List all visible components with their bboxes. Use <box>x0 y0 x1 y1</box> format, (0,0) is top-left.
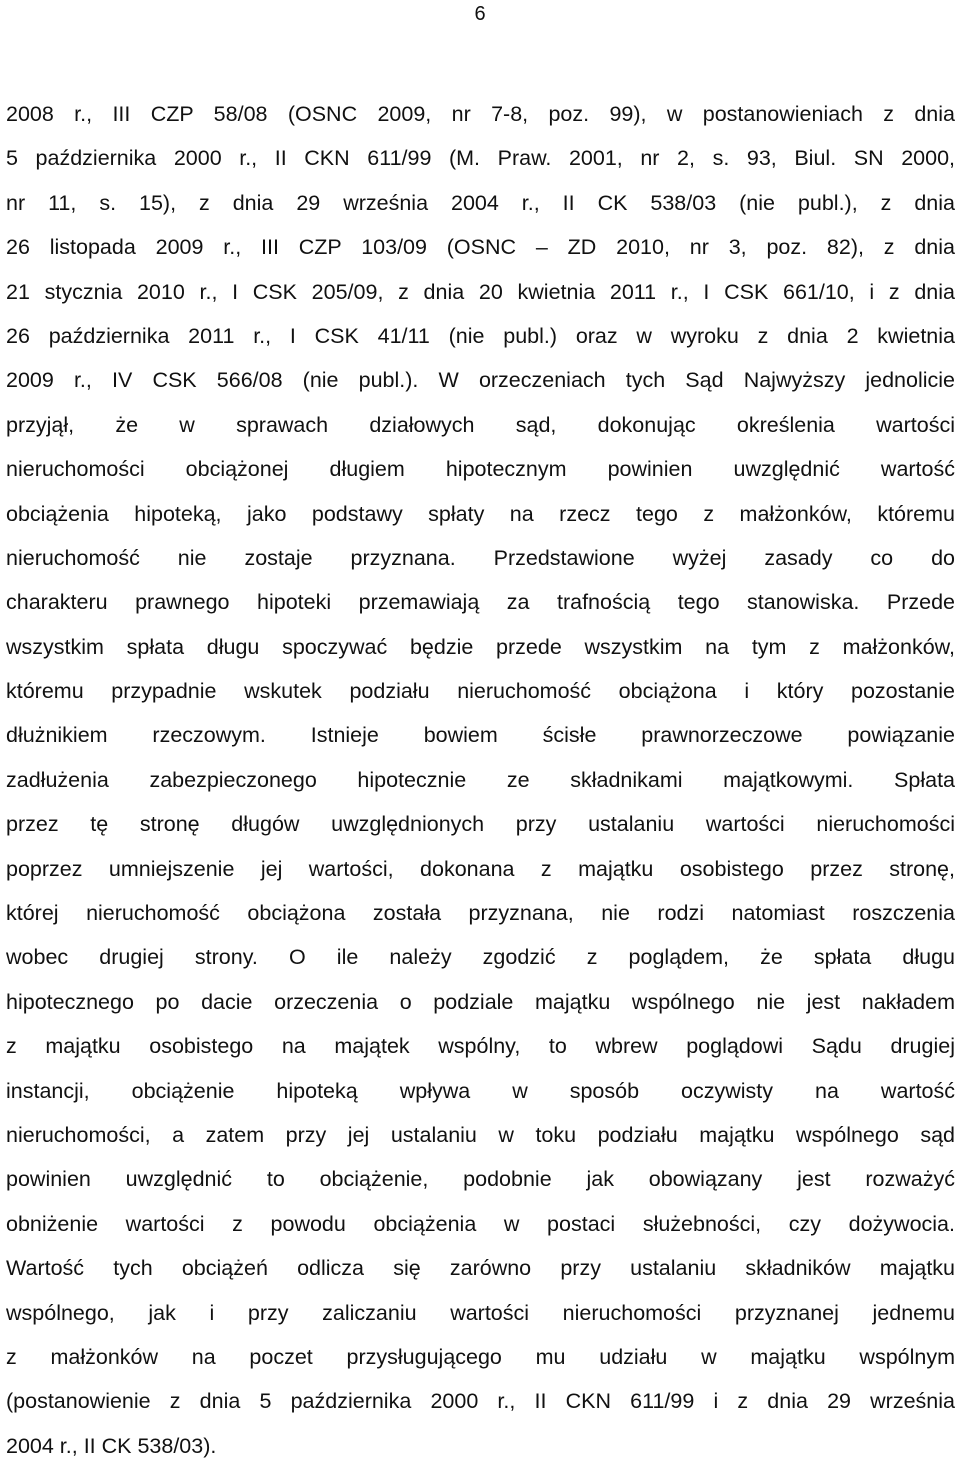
text-line: której nieruchomość obciążona została przyznana, nie rodzi natomiast roszczenia <box>6 901 955 926</box>
text-line: wszystkim spłata długu spoczywać będzie przede wszystkim na tym z małżonków, <box>6 634 955 659</box>
text-line: 26 listopada 2009 r., III CZP 103/09 (OSNC – ZD 2010, nr 3, poz. 82), z dnia <box>6 235 955 260</box>
text-line: z majątku osobistego na majątek wspólny, to wbrew poglądowi Sądu drugiej <box>6 1034 955 1059</box>
text-line: Wartość tych obciążeń odlicza się zarówno przy ustalaniu składników majątku <box>6 1256 955 1281</box>
text-line: instancji, obciążenie hipoteką wpływa w sposób oczywisty na wartość <box>6 1078 955 1103</box>
text-line: wobec drugiej strony. O ile należy zgodzić z poglądem, że spłata długu <box>6 945 955 970</box>
text-line: 2004 r., II CK 538/03). <box>6 1433 217 1458</box>
text-line: wspólnego, jak i przy zaliczaniu wartości nieruchomości przyznanej jednemu <box>6 1300 955 1325</box>
body-text <box>6 92 955 1468</box>
text-line: przyjął, że w sprawach działowych sąd, dokonując określenia wartości <box>6 412 955 437</box>
page-number: 6 <box>474 3 486 25</box>
text-line: 2009 r., IV CSK 566/08 (nie publ.). W orzeczeniach tych Sąd Najwyższy jednolicie <box>6 368 955 393</box>
text-line: któremu przypadnie wskutek podziału nieruchomość obciążona i który pozostanie <box>6 679 955 704</box>
text-line: 2008 r., III CZP 58/08 (OSNC 2009, nr 7-8, poz. 99), w postanowieniach z dnia <box>6 102 955 126</box>
text-line: zadłużenia zabezpieczonego hipotecznie ze składnikami majątkowymi. Spłata <box>6 767 955 792</box>
text-line: przez tę stronę długów uwzględnionych przy ustalaniu wartości nieruchomości <box>6 812 955 837</box>
text-line: (postanowienie z dnia 5 października 2000 r., II CKN 611/99 i z dnia 29 września <box>6 1389 955 1414</box>
text-line: powinien uwzględnić to obciążenie, podobnie jak obowiązany jest rozważyć <box>6 1167 955 1192</box>
text-line: obciążenia hipoteką, jako podstawy spłaty na rzecz tego z małżonków, któremu <box>6 501 955 526</box>
text-line: nieruchomość nie zostaje przyznana. Przedstawione wyżej zasady co do <box>6 545 955 570</box>
text-line: dłużnikiem rzeczowym. Istnieje bowiem ścisłe prawnorzeczowe powiązanie <box>6 723 955 748</box>
text-line: z małżonków na poczet przysługującego mu udziału w majątku wspólnym <box>6 1344 955 1369</box>
text-line: nr 11, s. 15), z dnia 29 września 2004 r., II CK 538/03 (nie publ.), z dnia <box>6 190 955 215</box>
text-line: poprzez umniejszenie jej wartości, dokonana z majątku osobistego przez stronę, <box>6 856 955 881</box>
text-line: nieruchomości, a zatem przy jej ustalaniu w toku podziału majątku wspólnego sąd <box>6 1122 955 1147</box>
text-line: 21 stycznia 2010 r., I CSK 205/09, z dnia 20 kwietnia 2011 r., I CSK 661/10, i z dnia <box>6 279 955 304</box>
text-line: 5 października 2000 r., II CKN 611/99 (M. Praw. 2001, nr 2, s. 93, Biul. SN 2000, <box>6 146 955 171</box>
text-line: charakteru prawnego hipoteki przemawiają za trafnością tego stanowiska. Przede <box>6 590 955 615</box>
text-line: 26 października 2011 r., I CSK 41/11 (nie publ.) oraz w wyroku z dnia 2 kwietnia <box>6 323 955 348</box>
text-line: nieruchomości obciążonej długiem hipotecznym powinien uwzględnić wartość <box>6 457 955 482</box>
text-line: hipotecznego po dacie orzeczenia o podziale majątku wspólnego nie jest nakładem <box>6 989 955 1014</box>
text-line: obniżenie wartości z powodu obciążenia w postaci służebności, czy dożywocia. <box>6 1211 955 1236</box>
